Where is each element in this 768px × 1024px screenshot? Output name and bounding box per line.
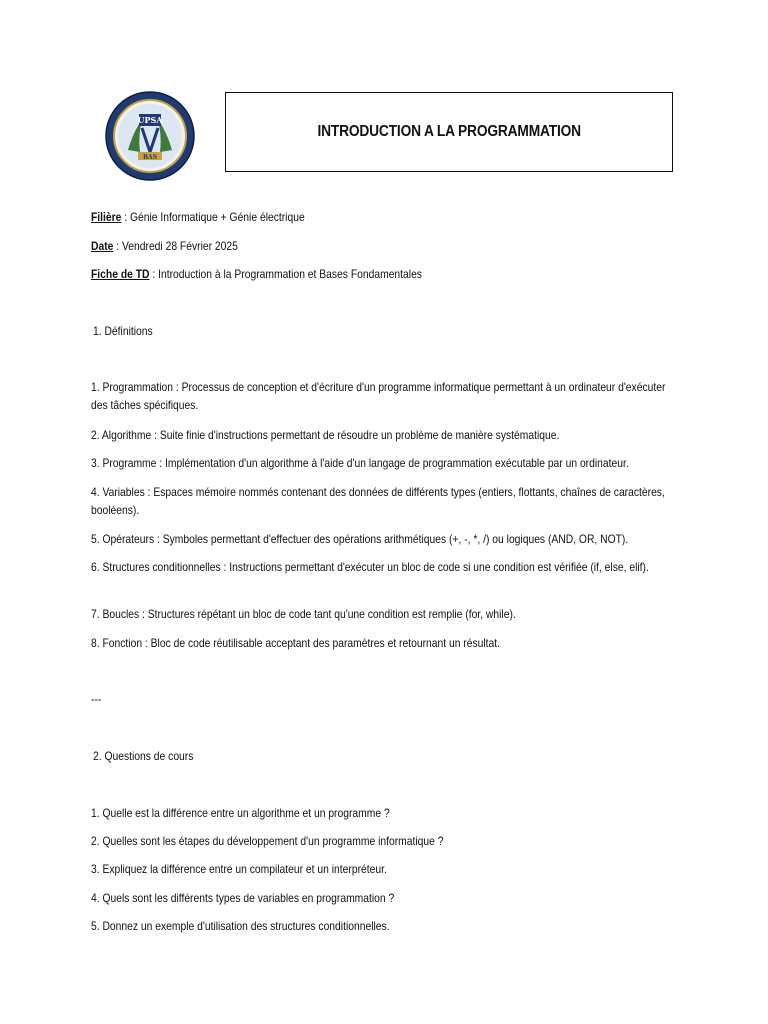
question-item: 3. Expliquez la différence entre un compilateur et un interpréteur. — [91, 862, 387, 876]
filiere-label: Filière — [91, 210, 122, 224]
university-seal-logo — [104, 90, 196, 182]
filiere-value: : Génie Informatique + Génie électrique — [121, 210, 305, 224]
definition-item: 2. Algorithme : Suite finie d'instructions permettant de résoudre un problème de manière systématique. — [91, 428, 560, 442]
definition-item: 8. Fonction : Bloc de code réutilisable acceptant des paramètres et retournant un résultat. — [91, 636, 501, 650]
section1-heading: 1. Définitions — [93, 324, 153, 338]
definition-item: 5. Opérateurs : Symboles permettant d'effectuer des opérations arithmétiques (+, -, *, /) ou logiques (AND, OR, NOT). — [91, 532, 629, 546]
fiche-value: : Introduction à la Programmation et Bases Fondamentales — [149, 267, 422, 281]
fiche-label: Fiche de TD — [91, 267, 150, 281]
page-title: INTRODUCTION A LA PROGRAMMATION — [317, 123, 581, 140]
question-item: 2. Quelles sont les étapes du développement d'un programme informatique ? — [91, 834, 444, 848]
definition-item: 3. Programme : Implémentation d'un algorithme à l'aide d'un langage de programmation exécutable par un ordinateur. — [91, 456, 629, 470]
question-item: 4. Quels sont les différents types de variables en programmation ? — [91, 891, 395, 905]
section2-heading: 2. Questions de cours — [93, 749, 194, 763]
seal-bottom-text: BAS — [142, 154, 158, 161]
separator-text: --- — [91, 692, 102, 706]
definition-item: 1. Programmation : Processus de conception et d'écriture d'un programme informatique permettant à un ordinateur d'exécuter des tâches spécifiques. — [91, 380, 666, 412]
date-value: : Vendredi 28 Février 2025 — [113, 239, 238, 253]
definition-item: 6. Structures conditionnelles : Instructions permettant d'exécuter un bloc de code si une condition est vérifiée (if, else, elif). — [91, 560, 649, 574]
title-box — [225, 92, 673, 172]
question-item: 1. Quelle est la différence entre un algorithme et un programme ? — [91, 806, 390, 820]
fiche-line — [91, 265, 681, 283]
date-label: Date — [91, 239, 114, 253]
definition-item: 7. Boucles : Structures répétant un bloc de code tant qu'une condition est remplie (for, while). — [91, 607, 516, 621]
definition-item: 4. Variables : Espaces mémoire nommés contenant des données de différents types (entiers, flottants, chaînes de caractères, booléens). — [91, 485, 665, 517]
question-item: 5. Donnez un exemple d'utilisation des structures conditionnelles. — [91, 919, 390, 933]
filiere-line — [91, 208, 681, 226]
seal-top-text: UPSA — [137, 115, 163, 125]
date-line — [91, 237, 681, 255]
